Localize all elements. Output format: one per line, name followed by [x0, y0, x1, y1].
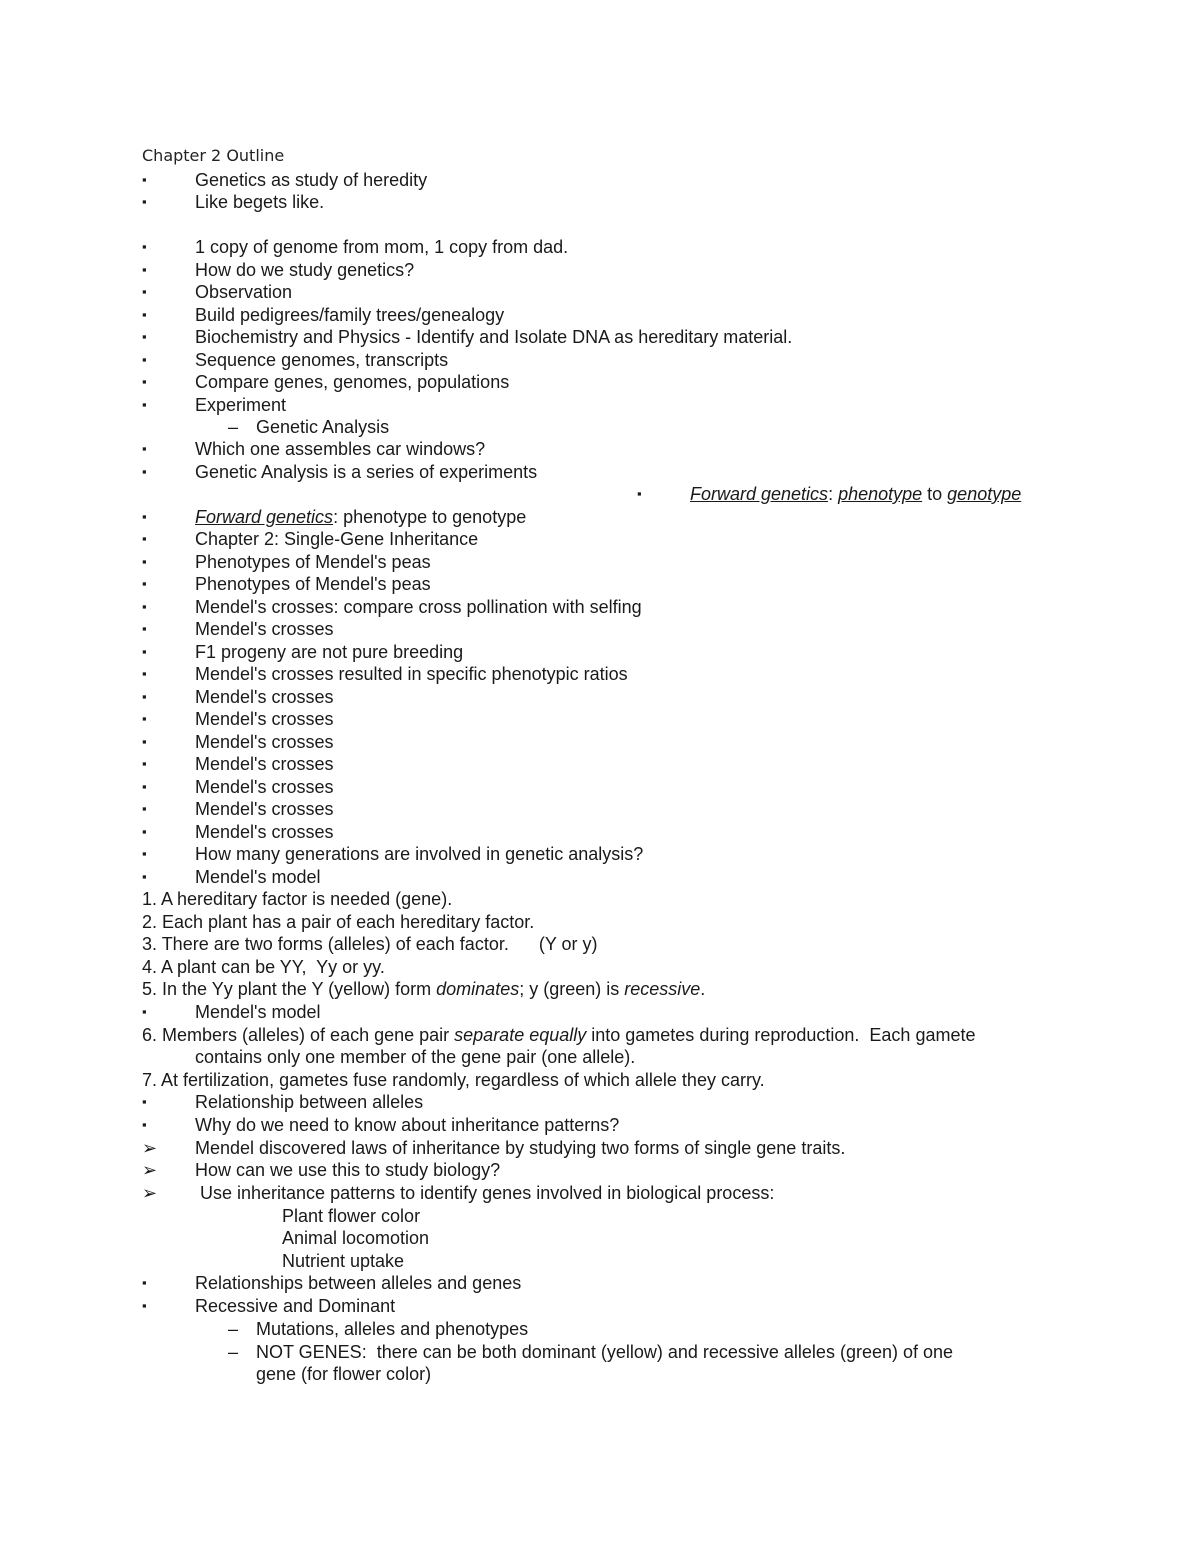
bullet-icon: ▪ [142, 846, 147, 861]
bullet-icon: ▪ [142, 464, 147, 479]
list-item-text: Phenotypes of Mendel's peas [195, 552, 431, 572]
list-item-text: Mendel's crosses: compare cross pollination with selfing [195, 597, 642, 617]
bullet-icon: ▪ [142, 554, 147, 569]
list-item-text: Mendel's crosses [195, 799, 334, 819]
list-item-text [195, 506, 526, 529]
bullet-icon: ▪ [142, 194, 147, 209]
bullet-icon: ▪ [142, 307, 147, 322]
text-segment: . [700, 979, 706, 999]
bullet-icon: ▪ [142, 1275, 147, 1290]
list-item-text: 1 copy of genome from mom, 1 copy from dad. [195, 237, 569, 257]
page-title: Chapter 2 Outline [142, 146, 285, 165]
connector-text: to [922, 484, 948, 504]
bullet-icon: ▪ [142, 441, 147, 456]
bullet-icon: ▪ [142, 374, 147, 389]
list-item-text: Animal locomotion [282, 1228, 430, 1248]
numbered-item-text: 4. A plant can be YY, Yy or yy. [142, 957, 385, 977]
list-item-text: Sequence genomes, transcripts [195, 350, 449, 370]
list-item-text: Relationship between alleles [195, 1092, 424, 1112]
bullet-icon: ▪ [142, 397, 147, 412]
bullet-icon: ▪ [142, 689, 147, 704]
list-item-text: gene (for flower color) [256, 1364, 432, 1384]
bullet-icon: ▪ [142, 172, 147, 187]
list-item-rest: : phenotype to genotype [333, 507, 527, 527]
numbered-item-text: 3. There are two forms (alleles) of each factor. (Y or y) [142, 934, 598, 954]
list-item-text: Compare genes, genomes, populations [195, 372, 510, 392]
list-item-text: Experiment [195, 395, 287, 415]
text-segment: ; y (green) is [519, 979, 625, 999]
list-item-text: Biochemistry and Physics - Identify and Isolate DNA as hereditary material. [195, 327, 793, 347]
term-phenotype: phenotype [838, 484, 923, 504]
list-item-text: Genetic Analysis [256, 417, 390, 437]
list-item-text: Mendel's crosses [195, 822, 334, 842]
dash-icon: – [228, 1319, 239, 1339]
list-item-text: Observation [195, 282, 293, 302]
numbered-item-text [142, 1024, 975, 1047]
bullet-icon: ▪ [142, 801, 147, 816]
arrow-bullet-icon: ➢ [142, 1138, 158, 1158]
list-item-text: Like begets like. [195, 192, 325, 212]
bullet-icon: ▪ [142, 644, 147, 659]
term-dominates: dominates [436, 979, 520, 999]
list-item-text: How can we use this to study biology? [195, 1160, 501, 1180]
bullet-icon: ▪ [142, 509, 147, 524]
list-item-text: Chapter 2: Single-Gene Inheritance [195, 529, 479, 549]
bullet-icon: ▪ [142, 779, 147, 794]
bullet-icon: ▪ [637, 486, 642, 501]
numbered-item-text: contains only one member of the gene pair (one allele). [195, 1047, 636, 1067]
numbered-item-text: 7. At fertilization, gametes fuse randomly, regardless of which allele they carry. [142, 1070, 765, 1090]
separator-text: : [828, 484, 839, 504]
dash-icon: – [228, 1342, 239, 1362]
bullet-icon: ▪ [142, 711, 147, 726]
bullet-icon: ▪ [142, 352, 147, 367]
list-item-text: Mendel's crosses [195, 709, 334, 729]
list-item-text: Which one assembles car windows? [195, 439, 486, 459]
bullet-icon: ▪ [142, 1298, 147, 1313]
list-item-text: F1 progeny are not pure breeding [195, 642, 464, 662]
bullet-icon: ▪ [142, 1117, 147, 1132]
list-item-text: Build pedigrees/family trees/genealogy [195, 305, 505, 325]
bullet-icon: ▪ [142, 734, 147, 749]
list-item-text: NOT GENES: there can be both dominant (yellow) and recessive alleles (green) of one [256, 1342, 954, 1362]
list-item-text: Mendel's model [195, 867, 321, 887]
text-segment: 6. Members (alleles) of each gene pair [142, 1025, 455, 1045]
list-item-text: Phenotypes of Mendel's peas [195, 574, 431, 594]
bullet-icon: ▪ [142, 239, 147, 254]
bullet-icon: ▪ [142, 621, 147, 636]
numbered-item-text: 1. A hereditary factor is needed (gene). [142, 889, 453, 909]
bullet-icon: ▪ [142, 666, 147, 681]
list-item-text: Relationships between alleles and genes [195, 1273, 522, 1293]
bullet-icon: ▪ [142, 576, 147, 591]
list-item-text: Nutrient uptake [282, 1251, 405, 1271]
arrow-bullet-icon: ➢ [142, 1183, 158, 1203]
list-item-text: Mendel's crosses [195, 754, 334, 774]
bullet-icon: ▪ [142, 329, 147, 344]
numbered-item-text: 2. Each plant has a pair of each hereditary factor. [142, 912, 535, 932]
list-item-text: Mutations, alleles and phenotypes [256, 1319, 529, 1339]
bullet-icon: ▪ [142, 262, 147, 277]
list-item-text: Mendel's crosses resulted in specific phenotypic ratios [195, 664, 628, 684]
bullet-icon: ▪ [142, 869, 147, 884]
list-item-text: Plant flower color [282, 1206, 421, 1226]
list-item-text: How do we study genetics? [195, 260, 415, 280]
arrow-bullet-icon: ➢ [142, 1160, 158, 1180]
bullet-icon: ▪ [142, 599, 147, 614]
list-item-text: Genetic Analysis is a series of experiments [195, 462, 538, 482]
bullet-icon: ▪ [142, 1094, 147, 1109]
list-item-text: Genetics as study of heredity [195, 170, 428, 190]
bullet-icon: ▪ [142, 824, 147, 839]
bullet-icon: ▪ [142, 284, 147, 299]
term-genotype: genotype [947, 484, 1022, 504]
list-item-text: Mendel's crosses [195, 777, 334, 797]
list-item-text: Mendel's crosses [195, 732, 334, 752]
list-item-text: Use inheritance patterns to identify genes involved in biological process: [200, 1183, 775, 1203]
term-forward-genetics: Forward genetics [690, 484, 829, 504]
dash-icon: – [228, 417, 239, 437]
list-item-text: Mendel discovered laws of inheritance by studying two forms of single gene traits. [195, 1138, 846, 1158]
list-item-text [690, 483, 1021, 506]
text-segment: into gametes during reproduction. Each gamete [586, 1025, 976, 1045]
bullet-icon: ▪ [142, 531, 147, 546]
list-item-text: Recessive and Dominant [195, 1296, 396, 1316]
numbered-item-text [142, 978, 705, 1001]
list-item-text: Mendel's model [195, 1002, 321, 1022]
list-item-right [0, 483, 1200, 506]
text-segment: 5. In the Yy plant the Y (yellow) form [142, 979, 437, 999]
list-item-text: Mendel's crosses [195, 619, 334, 639]
term-forward-genetics: Forward genetics [195, 507, 334, 527]
term-recessive: recessive [624, 979, 701, 999]
term-separate-equally: separate equally [454, 1025, 587, 1045]
list-item-text: How many generations are involved in genetic analysis? [195, 844, 644, 864]
bullet-icon: ▪ [142, 1004, 147, 1019]
list-item-text: Why do we need to know about inheritance patterns? [195, 1115, 620, 1135]
bullet-icon: ▪ [142, 756, 147, 771]
list-item-text: Mendel's crosses [195, 687, 334, 707]
